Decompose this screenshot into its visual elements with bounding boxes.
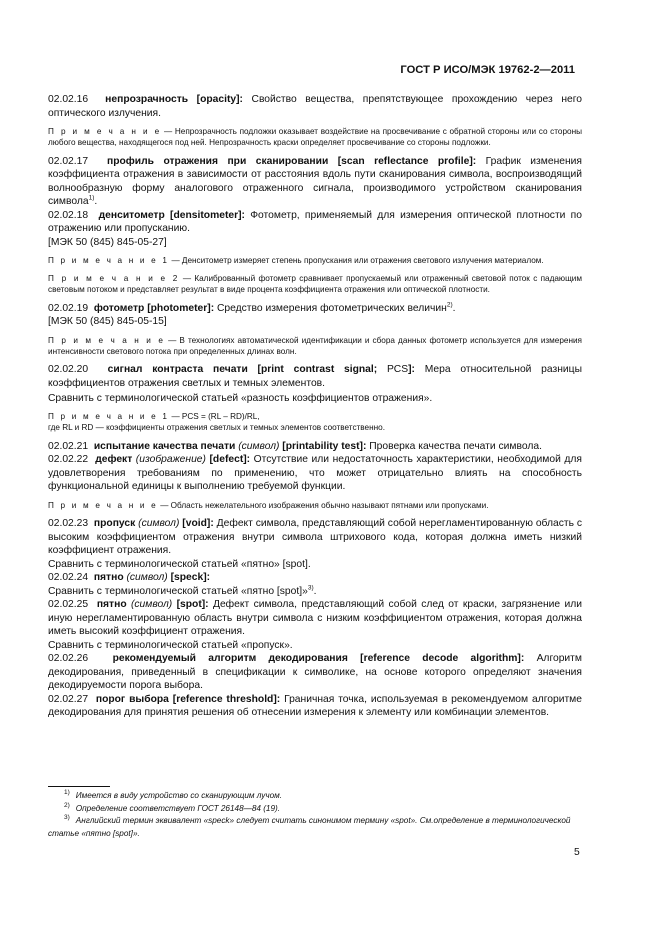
page-number: 5 [574,847,580,858]
footnote-2: $^{2)}$ Определение соответствует ГОСТ 26148—84 (19). [64,801,281,813]
term: денситометр [densitometer]: [98,209,245,221]
note-02-02-19: П р и м е ч а н и е — В технологиях автоматической идентификации и сбора данных фотометр используется для измерения интенсивности светового потока при определенных длинах волн. [48,335,582,356]
entry-02-02-19-ref: [МЭК 50 (845) 845-05-15] [48,316,167,328]
note-02-02-22: П р и м е ч а н и е — Область нежелательного изображения обычно называют пятнами или пропусками. [48,500,489,510]
entry-02-02-25-see: Сравнить с терминологической статьей «пропуск». [48,639,293,651]
note-02-02-18-1: П р и м е ч а н и е 1 — Денситометр измеряет степень пропускания или отражения светового излучения материалом. [48,256,544,266]
term: порог выбора [reference threshold]: [95,693,281,705]
term: рекомендуемый алгоритм декодирования [reference decode algorithm]: [112,653,525,665]
term: пятно [93,572,124,584]
term: испытание качества печати [93,440,236,452]
entry-02-02-23-see: Сравнить с терминологической статьей «пятно» [spot]. [48,558,311,570]
term: пятно [96,599,127,611]
entry-02-02-21: 02.02.21 испытание качества печати (символ) [printability test]: Проверка качества печати символа. [48,440,542,452]
note-02-02-18-2: П р и м е ч а н и е 2 — Калиброванный фотометр сравнивает пропускаемый или отраженный световой поток с падающим световым потоком и представляет результат в виде процента коэффициента отражения или оптической плотности. [48,273,583,295]
entry-02-02-20: 02.02.20 сигнал контраста печати [print contrast signal; PCS]: Мера относительной разницы коэффициентов отражения светлых и темных элементов. [48,364,582,389]
entry-02-02-24-see: Сравнить с терминологической статьей «пятно [spot]»$^{3)}$. [48,584,317,597]
footnotes [48,790,582,840]
entry-02-02-24: 02.02.24 пятно (символ) [speck]: [48,572,211,584]
footnote-1: $^{1)}$ Имеется в виду устройство со сканирующим лучом. [64,789,283,800]
entry-02-02-17: 02.02.17 профиль отражения при сканировании [scan reflectance profile]: График изменения коэффициента отражения в зависимости от расстояния вдоль пути сканирования символа, воспроизводящий волнообразную форму аналогового отраженного сигнала, производимого устройством сканирования символа$^{1)}$. [48,155,583,208]
note-02-02-20-line2: где RL и RD — коэффициенты отражения светлых и темных элементов соответственно. [48,423,385,433]
entry-02-02-25: 02.02.25 пятно (символ) [spot]: Дефект символа, представляющий собой след от краски, загрязнение или иную нерегламентированную область внутри символа с низким коэффициентом отражения, которая должна иметь высокий коэффициент отражения. [48,599,582,638]
term: сигнал контраста печати [print contrast signal; [107,364,378,376]
entry-02-02-20-see: Сравнить с терминологической статьей «разность коэффициентов отражения». [48,393,433,405]
entry-02-02-23: 02.02.23 пропуск (символ) [void]: Дефект символа, представляющий собой нерегламентированную область с высоким коэффициентом отражения внутри символа штрихового кода, которая должна иметь низкий коэффициент отражения. [48,518,582,557]
entry-02-02-27: 02.02.27 порог выбора [reference threshold]: Граничная точка, используемая в рекомендуемом алгоритме декодирования для принятия решения об отнесении измерения к элементу или комбинации элементов. [48,693,582,719]
note-02-02-20: П р и м е ч а н и е 1 — PCS = (RL – RD)/RL, [48,411,260,421]
entry-02-02-18: 02.02.18 денситометр [densitometer]: Фотометр, применяемый для измерения оптической плотности по отражению или пропусканию. [48,209,582,235]
term: дефект [95,454,133,466]
entry-02-02-16: 02.02.16 непрозрачность [opacity]: Свойство вещества, препятствующее прохождению через него оптического излучения. [48,94,582,119]
note-02-02-16: П р и м е ч а н и е — Непрозрачность подложки оказывает воздействие на просвечивание с обратной стороны или со стороны любого вещества, находящегося под ней. Непрозрачность краски определяет просвечивание со стороны подложки. [48,127,583,148]
entry-02-02-26: 02.02.26 рекомендуемый алгоритм декодирования [reference decode algorithm]: Алгоритм декодирования, приведенный в спецификации к символике, на основе которого определяют значения декодируемости порога выбора. [48,653,582,692]
document-body [48,93,582,720]
footnote-3: $^{3)}$ Английский термин эквивалент «speck» следует считать синонимом термину «spot». См.определение в терминологической статье «пятно [spot]». [48,814,571,838]
entry-02-02-19: 02.02.19 фотометр [photometer]: Средство измерения фотометрических величин$^{2)}$. [48,301,456,314]
entry-02-02-22: 02.02.22 дефект (изображение) [defect]: Отсутствие или недостаточность характеристики, необходимой для удовлетворения требованиям по применению, что может отрицательно влиять на способность функциональной единицы к выполнению требуемой функции. [48,454,582,493]
entry-02-02-18-ref: [МЭК 50 (845) 845-05-27] [48,236,167,248]
term: пропуск [93,518,136,530]
term: непрозрачность [opacity]: [105,94,243,105]
footnote-divider [48,786,110,787]
document-header: ГОСТ Р ИСО/МЭК 19762-2—2011 [400,64,575,76]
term: фотометр [photometer]: [93,302,215,314]
term: профиль отражения при сканировании [scan reflectance profile]: [107,155,477,167]
